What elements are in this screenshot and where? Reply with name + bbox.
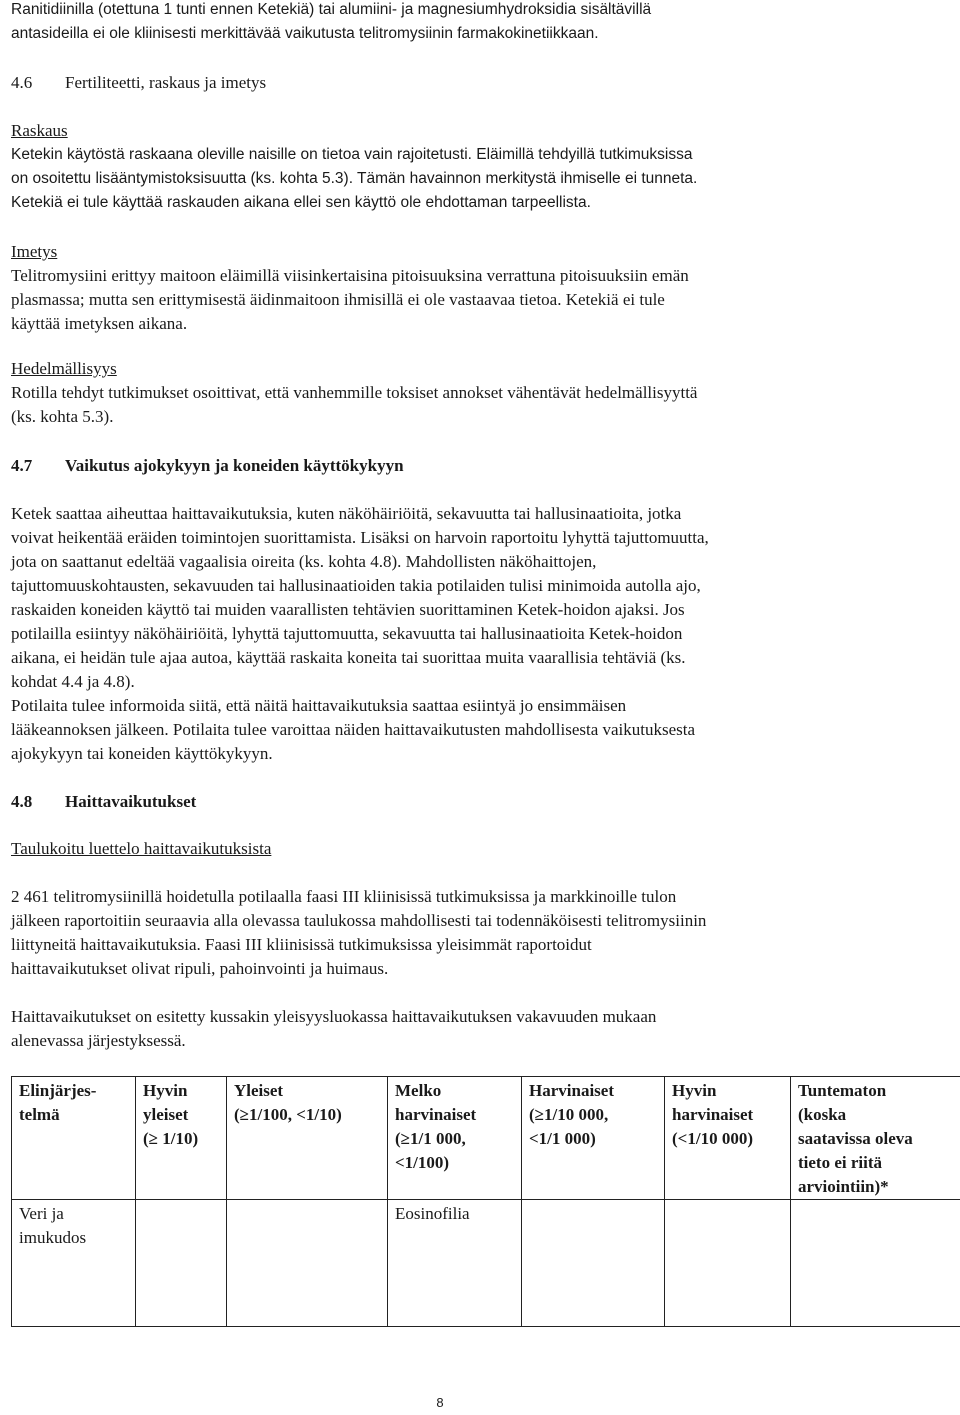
section-number: 4.7 <box>11 456 33 475</box>
subheading-hedelmallisyys: Hedelmällisyys <box>11 359 117 378</box>
table-cell <box>791 1200 960 1327</box>
table-cell <box>522 1200 665 1327</box>
section-title: Vaikutus ajokykyyn ja koneiden käyttökykyyn <box>65 456 404 475</box>
header-common: Yleiset (≥1/100, <1/10) <box>227 1077 388 1200</box>
paragraph-antacid: Ranitidiinilla (otettuna 1 tunti ennen Ketekiä) tai alumiini- ja magnesiumhydroksidia sisältävillä antasideilla ei ole kliinisesti merkittävää vaikutusta telitromysiinin farmakokinetiikkaan. <box>11 1 652 42</box>
paragraph-ajokyky: Ketek saattaa aiheuttaa haittavaikutuksia, kuten näköhäiriöitä, sekavuutta tai hallusinaatioita, jotka voivat heikentää eräiden toimintojen suorittamista. Lisäksi on harvoin raportoitu lyhyttä tajuttomuutta, jota on saattanut edeltää vagaalisia oireita (ks. kohta 4.8). Mahdollisten näköhaittojen, tajuttomuuskohtausten, sekavuuden tai hallusinaatioiden takia potilaiden tulisi minimoida autolla ajo, raskaiden koneiden käyttö tai muiden vaarallisten tehtävien suorittaminen Ketek-hoidon ajaksi. Jos potilailla esiintyy näköhäiriöitä, lyhyttä tajuttomuutta, sekavuutta tai hallusinaatioita Ketek-hoidon aikana, ei heidän tule ajaa autoa, käyttää raskaita koneita tai suorittaa muita vaarallisia tehtäviä (ks. kohdat 4.4 ja 4.8). Potilaita tulee informoida siitä, että näitä haittavaikutuksia saattaa esiintyä jo ensimmäisen lääkeannoksen jälkeen. Potilaita tulee varoittaa näiden haittavaikutusten mahdollisesta vaikutuksesta ajokykyyn tai koneiden käyttökykyyn. <box>11 504 709 763</box>
section-title: Fertiliteetti, raskaus ja imetys <box>65 73 267 92</box>
subheading-taulukoitu: Taulukoitu luettelo haittavaikutuksista <box>11 839 272 858</box>
paragraph-haittavaikutukset-2: Haittavaikutukset on esitetty kussakin yleisyysluokassa haittavaikutuksen vakavuuden mukaan alenevassa järjestyksessä. <box>11 1007 657 1050</box>
section-heading-4-8 <box>11 790 196 814</box>
section-heading-4-7 <box>11 454 404 478</box>
table-cell <box>227 1200 388 1327</box>
table-cell <box>665 1200 791 1327</box>
table-cell: Eosinofilia <box>388 1200 522 1327</box>
section-number: 4.8 <box>11 792 33 811</box>
header-uncommon: Melko harvinaiset (≥1/1 000, <1/100) <box>388 1077 522 1200</box>
section-number: 4.6 <box>11 73 33 92</box>
table-cell: Veri ja imukudos <box>12 1200 136 1327</box>
subheading-imetys: Imetys <box>11 242 58 261</box>
header-very-common: Hyvin yleiset (≥ 1/10) <box>136 1077 227 1200</box>
table-row <box>12 1200 960 1327</box>
adverse-effects-table <box>11 1076 960 1327</box>
section-heading-4-6 <box>11 71 266 95</box>
section-title: Haittavaikutukset <box>65 792 197 811</box>
page-number: 8 <box>436 1395 444 1410</box>
paragraph-haittavaikutukset-1: 2 461 telitromysiinillä hoidetulla potilaalla faasi III kliinisissä tutkimuksissa ja markkinoille tulon jälkeen raportoitiin seuraavia alla olevassa taulukossa mahdollisesti tai todennäköisesti telitromysiinin liittyneitä haittavaikutuksia. Faasi III kliinisissä tutkimuksissa yleisimmät raportoidut haittavaikutukset olivat ripuli, pahoinvointi ja huimaus. <box>11 887 707 978</box>
subheading-raskaus: Raskaus <box>11 121 68 140</box>
paragraph-imetys: Telitromysiini erittyy maitoon eläimillä viisinkertaisina pitoisuuksina verrattuna pitoisuuksiin emän plasmassa; mutta sen erittymisestä äidinmaitoon ihmisillä ei ole vastaavaa tietoa. Ketekiä ei tule käyttää imetyksen aikana. <box>11 266 689 333</box>
table-cell <box>136 1200 227 1327</box>
paragraph-raskaus: Ketekin käytöstä raskaana oleville naisille on tietoa vain rajoitetusti. Eläimillä tehdyillä tutkimuksissa on osoitettu lisääntymistoksisuutta (ks. kohta 5.3). Tämän havainnon merkitystä ihmiselle ei tunneta. Ketekiä ei tule käyttää raskauden aikana ellei sen käyttö ole ehdottaman tarpeellista. <box>11 146 698 211</box>
table-header-row <box>12 1077 960 1200</box>
header-rare: Harvinaiset (≥1/10 000, <1/1 000) <box>522 1077 665 1200</box>
header-very-rare: Hyvin harvinaiset (<1/10 000) <box>665 1077 791 1200</box>
paragraph-hedelmallisyys: Rotilla tehdyt tutkimukset osoittivat, että vanhemmille toksiset annokset vähentävät hedelmällisyyttä (ks. kohta 5.3). <box>11 383 698 426</box>
header-unknown: Tuntematon (koska saatavissa oleva tieto ei riitä arviointiin)* <box>791 1077 960 1200</box>
header-organ-class: Elinjärjes- telmä <box>12 1077 136 1200</box>
